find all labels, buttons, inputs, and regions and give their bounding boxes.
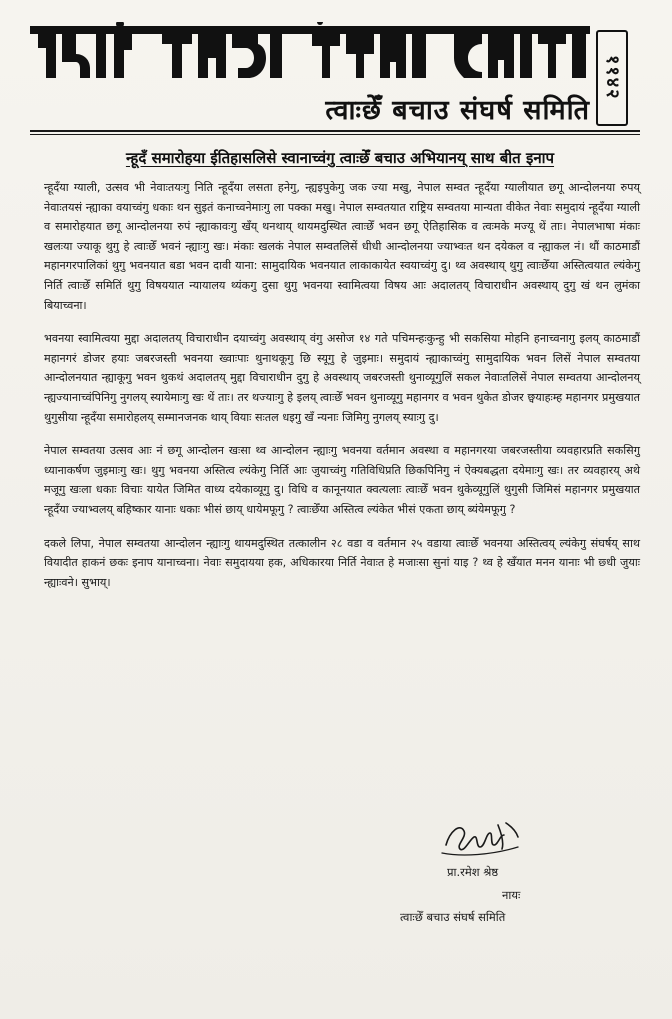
masthead-calligraphy bbox=[30, 22, 590, 84]
masthead-subtitle: त्वाःछेँ बचाउ संघर्ष समिति bbox=[325, 95, 590, 126]
header-divider-thin bbox=[30, 134, 640, 135]
header-divider bbox=[30, 130, 640, 132]
year-text: ११४२ bbox=[602, 55, 623, 101]
letter-body bbox=[44, 178, 640, 606]
paragraph: नेपाल सम्वतया उत्सव आः नं छगू आन्दोलन खःसा थ्व आन्दोलन न्ह्याःगु भवनया वर्तमान अवस्था व महानगरया जबरजस्तीया व्यवहारप्रति सकसिगु ध्यानाकर्षण जुइमाःगु खः। थुगु भवनया अस्तित्व ल्यंकेगु निर्ति आः जुयाच्वंगु गतिविधिप्रति छिकपिनिगु नं ऐक्यबद्धता दयेमाःगु खः। तर व्यवहारय् अथे मजूगु खःला धकाः विचाः यायेत जिमित वाध्य दयेकाव्यूगु दु। विधि व कानूनयात क्वत्यलाः त्वाःछेँ भवन थुकेव्यूगुलिं थुगुसी जिमिसं महानगर प्रमुखयात न्हूदँया ज्याभ्वलय् बहिष्कार यानाः धकाः भीसं छाय् धायेमफूगु ? त्वाःछेँया अस्तित्व ल्यंकेत भीसं एकता छाय् ब्यंयेमफूगु ? bbox=[44, 444, 640, 516]
masthead-logo bbox=[30, 22, 590, 84]
year-badge bbox=[596, 30, 628, 126]
signatory-org: त्वाःछेँ बचाउ संघर्ष समिति bbox=[400, 910, 506, 924]
headline: न्हूदँ समारोहया ईतिहासलिसे स्वानाच्वंगु त्वाःछेँ बचाउ अभियानय् साथ बीत इनाप bbox=[125, 149, 555, 167]
signatory-title: नायः bbox=[502, 888, 521, 902]
signatory-name: प्रा.रमेश श्रेष्ठ bbox=[447, 865, 499, 879]
handwritten-signature bbox=[440, 805, 530, 865]
paragraph: भवनया स्वामित्वया मुद्दा अदालतय् विचाराधीन दयाच्वंगु अवस्थाय् वंगु असोज १४ गते पचिमन्हःकुन्हु भी सकसिया मोहनि हनाच्वनागु इलय् काठमाडौं महानगरं डोजर हयाः जबरजस्ती भवनया ख्वाःपाः थुनाथकूगु छि स्यूगु हे जुइमाः। समुदायं न्ह्याकाच्वंगु सामुदायिक भवन लिसें नेपाल सम्वतया आन्दोलनयात न्ह्याकूगु भवन थुकथं अदालतय् मुद्दा विचाराधीन दुगु हे अवस्थाय् जबरजस्ती थुनाव्यूगुलिं सकल नेवाःतलिसें नेपाल सम्वतया आन्दोलनय् न्ह्यज्यानाच्वंपिनिगु नुगलय् स्यायेमाःगु खः थें ताः। तर थज्याःगु हे इलय् त्वाःछेँ भवन थुनाव्यूगु महानगर व भवन थुकेत डोजर छ्वयाहःम्ह महानगर प्रमुखयात थुगुसीया न्हूदँया समारोहलय् सम्मानजनक थाय् वियाः सःतल धइगु खँ न्यनाः जिमिगु नुगलय् स्याःगु दु। bbox=[44, 332, 640, 424]
paragraph: दकले लिपा, नेपाल सम्वतया आन्दोलन न्ह्याःगु थायमदुस्थित तत्कालीन २८ वडा व वर्तमान २५ वडाया त्वाःछेँ भवनया अस्तित्वय् ल्यंकेगु संघर्षय् साथ वियादीत हाकनं छकः इनाप यानाच्वना। नेवाः समुदायया हक, अधिकारया निर्ति नेवाःत हे मजाःसा सुनां याइ ? थ्व हे खँयात मनन यानाः भी छ्धी जुयाः न्ह्याःवने। सुभाय्। bbox=[44, 536, 640, 589]
paragraph: न्हूदँया ग्याली, उत्सव भी नेवाःतयःगु निति न्हूदँया लसता हनेगु, न्ह्यइपुकेगु जक ज्या मखु, नेपाल सम्वत न्हूदँया ग्यालीयात छगू आन्दोलनया रुपय् नेवाःतयसं न्ह्याका वयाच्वंगु धकाः थन सुइतं कनाच्वनेमाःगु ला पक्का मखु। नेपाल सम्वतयात राष्ट्रिय सम्वतया मान्यता वीकेत नेवाः समुदायं न्हूदँया ग्याली व समारोहयात छगू आन्दोलनया रुपं न्ह्याकावःगु खँय् थनथाय् थायमदुस्थित त्वाःछेँ भवन छगू ऐतिहासिक व त्वःमके मज्यू थें ताः। नेपालभाषा मंकाः खलःया ज्याकू थुगु हे त्वाःछेँ भवनं न्ह्याःगु खः। मंकाः खलकं नेपाल सम्वतलिसें धीधी आन्दोलनया ज्याभ्वःत थन दयेकल व न्ह्याकल नं। थौं काठमाडौं महानगरपालिकां थुगु भवनयात बडा भवन दावी याना: सामुदायिक भवनयात लाकाकायेत स्वयाच्वंगु दु। थ्व अवस्थाय् थुगु त्वाःछेँया अस्तित्वयात ल्यंकेगु निर्ति त्वाःछेँ समितिं थुगु विषययात न्यायालय थ्यंकगु दुसा थुगु भवनया स्वामित्वया विषय आः अदालतय् विचाराधीन अवस्थाय् दुगु खं थन लुमंका बियाच्वना। bbox=[44, 181, 640, 312]
